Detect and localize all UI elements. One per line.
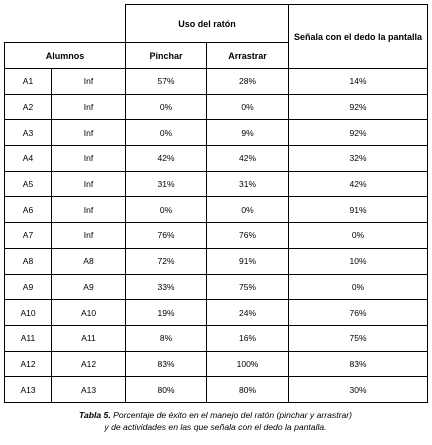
student-id-cell: A3	[5, 120, 52, 146]
finger-value-cell: 92%	[289, 94, 428, 120]
student-id-cell: A9	[5, 274, 52, 300]
student-level-cell: A11	[52, 325, 126, 351]
click-value-cell: 0%	[126, 197, 207, 223]
drag-value-cell: 42%	[207, 146, 289, 172]
drag-value-cell: 91%	[207, 248, 289, 274]
click-value-cell: 57%	[126, 69, 207, 95]
student-level-cell: Inf	[52, 223, 126, 249]
table-row	[5, 274, 428, 300]
student-id-cell: A1	[5, 69, 52, 95]
click-value-cell: 83%	[126, 351, 207, 377]
click-value-cell: 33%	[126, 274, 207, 300]
drag-value-cell: 80%	[207, 377, 289, 403]
click-value-cell: 80%	[126, 377, 207, 403]
header-row-top	[5, 5, 428, 43]
student-level-cell: Inf	[52, 171, 126, 197]
drag-value-cell: 75%	[207, 274, 289, 300]
click-value-cell: 19%	[126, 300, 207, 326]
student-level-cell: A9	[52, 274, 126, 300]
student-id-cell: A13	[5, 377, 52, 403]
students-header: Alumnos	[5, 43, 126, 69]
student-level-cell: Inf	[52, 69, 126, 95]
drag-value-cell: 16%	[207, 325, 289, 351]
click-value-cell: 42%	[126, 146, 207, 172]
finger-point-header: Señala con el dedo la pantalla	[289, 5, 428, 69]
click-value-cell: 0%	[126, 94, 207, 120]
finger-value-cell: 42%	[289, 171, 428, 197]
table-row	[5, 171, 428, 197]
student-id-cell: A4	[5, 146, 52, 172]
click-value-cell: 0%	[126, 120, 207, 146]
table-row	[5, 120, 428, 146]
table-row	[5, 377, 428, 403]
mouse-use-header: Uso del ratón	[126, 5, 289, 43]
drag-value-cell: 24%	[207, 300, 289, 326]
click-header: Pinchar	[126, 43, 207, 69]
table-row	[5, 325, 428, 351]
caption-text-line1: Porcentaje de éxito en el manejo del ratón (pinchar y arrastrar)	[110, 410, 352, 420]
table-caption	[4, 409, 427, 433]
finger-value-cell: 32%	[289, 146, 428, 172]
click-value-cell: 8%	[126, 325, 207, 351]
results-table-wrapper	[4, 4, 427, 403]
student-level-cell: Inf	[52, 146, 126, 172]
click-value-cell: 76%	[126, 223, 207, 249]
drag-header: Arrastrar	[207, 43, 289, 69]
student-level-cell: A12	[52, 351, 126, 377]
finger-value-cell: 0%	[289, 274, 428, 300]
finger-value-cell: 75%	[289, 325, 428, 351]
results-table	[4, 4, 428, 403]
caption-text-line2: y de actividades en las que señala con el dedo la pantalla.	[104, 422, 327, 432]
table-row	[5, 94, 428, 120]
click-value-cell: 72%	[126, 248, 207, 274]
finger-value-cell: 92%	[289, 120, 428, 146]
finger-value-cell: 14%	[289, 69, 428, 95]
finger-value-cell: 91%	[289, 197, 428, 223]
finger-value-cell: 83%	[289, 351, 428, 377]
student-level-cell: Inf	[52, 197, 126, 223]
student-id-cell: A6	[5, 197, 52, 223]
drag-value-cell: 9%	[207, 120, 289, 146]
drag-value-cell: 0%	[207, 94, 289, 120]
drag-value-cell: 76%	[207, 223, 289, 249]
student-id-cell: A2	[5, 94, 52, 120]
student-level-cell: Inf	[52, 94, 126, 120]
drag-value-cell: 100%	[207, 351, 289, 377]
table-row	[5, 300, 428, 326]
student-id-cell: A7	[5, 223, 52, 249]
student-level-cell: A13	[52, 377, 126, 403]
table-row	[5, 223, 428, 249]
table-row	[5, 146, 428, 172]
empty-corner-cell	[5, 5, 126, 43]
drag-value-cell: 0%	[207, 197, 289, 223]
drag-value-cell: 31%	[207, 171, 289, 197]
table-row	[5, 351, 428, 377]
student-id-cell: A10	[5, 300, 52, 326]
student-level-cell: A10	[52, 300, 126, 326]
table-row	[5, 69, 428, 95]
drag-value-cell: 28%	[207, 69, 289, 95]
student-id-cell: A11	[5, 325, 52, 351]
student-level-cell: Inf	[52, 120, 126, 146]
student-id-cell: A12	[5, 351, 52, 377]
student-id-cell: A8	[5, 248, 52, 274]
finger-value-cell: 10%	[289, 248, 428, 274]
caption-label: Tabla 5.	[79, 410, 111, 420]
student-level-cell: A8	[52, 248, 126, 274]
finger-value-cell: 0%	[289, 223, 428, 249]
table-row	[5, 197, 428, 223]
click-value-cell: 31%	[126, 171, 207, 197]
student-id-cell: A5	[5, 171, 52, 197]
table-row	[5, 248, 428, 274]
finger-value-cell: 30%	[289, 377, 428, 403]
finger-value-cell: 76%	[289, 300, 428, 326]
